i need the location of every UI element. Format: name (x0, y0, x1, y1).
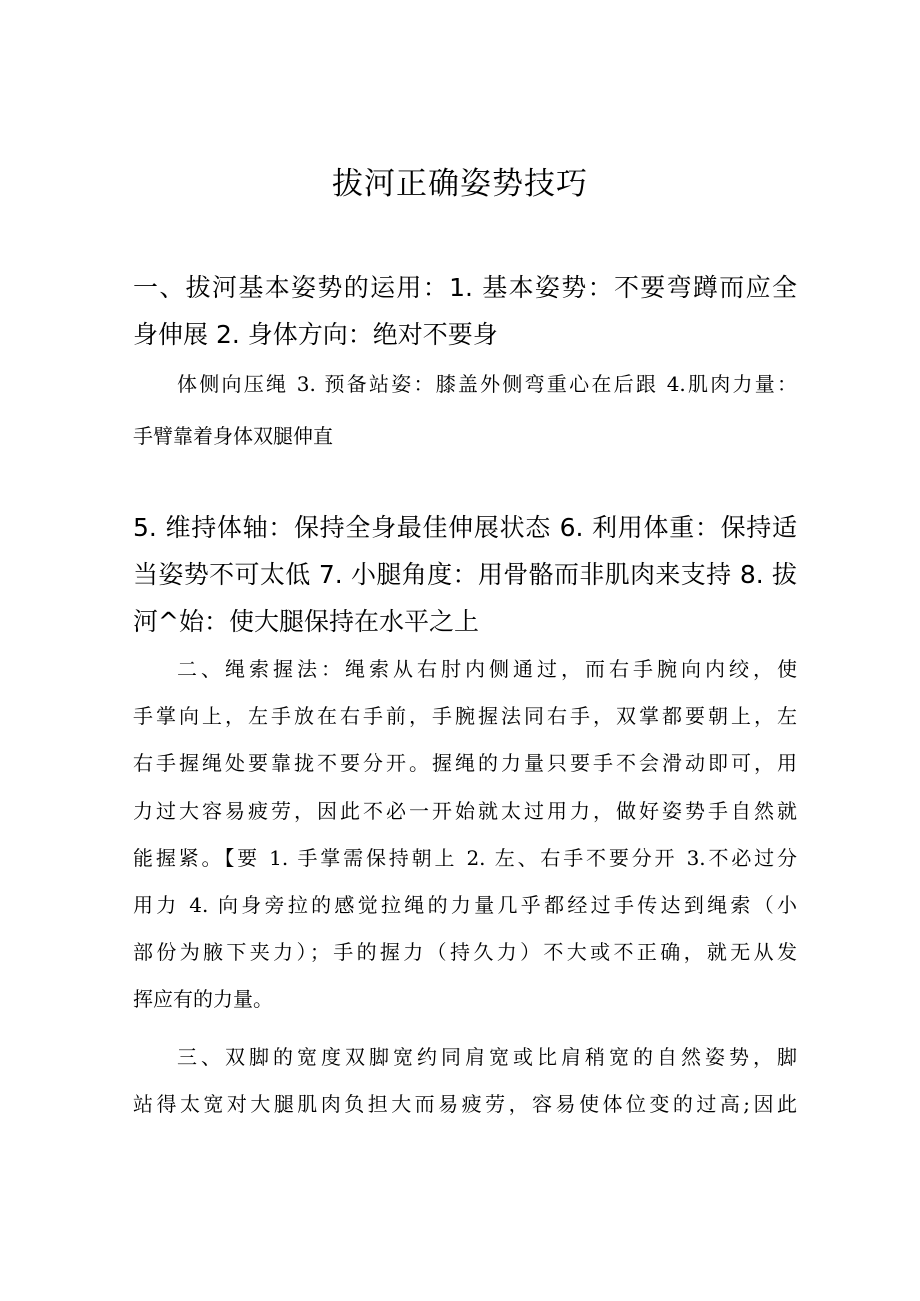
text-line: 手掌向上，左手放在右手前，手腕握法同右手，双掌都要朝上，左 (133, 704, 797, 729)
section-1-heading (133, 264, 797, 358)
text-line: 力过大容易疲劳，因此不必一开始就太过用力，做好姿势手自然就 (133, 798, 797, 823)
text-line: 当姿势不可太低 7. 小腿角度：用骨骼而非肌肉来支持 8. 拔 (133, 560, 797, 589)
text-line: 5. 维持体轴：保持全身最佳伸展状态 6. 利用体重：保持适 (133, 513, 797, 542)
text-line: 身伸展 2. 身体方向：绝对不要身 (133, 320, 498, 349)
text-line: 站得太宽对大腿肌肉负担大而易疲劳，容易使体位变的过高;因此 (133, 1092, 797, 1116)
section-3-foot-width (133, 1034, 797, 1128)
section-1-continued (133, 504, 797, 645)
text-line: 用力 4. 向身旁拉的感觉拉绳的力量几乎都经过手传达到绳索（小 (133, 893, 797, 918)
section-2-rope-grip (133, 646, 797, 1024)
text-line: 体侧向压绳 3. 预备站姿：膝盖外侧弯重心在后跟 4.肌肉力量： (177, 372, 797, 396)
document-title: 拔河正确姿势技巧 (332, 166, 588, 202)
text-line: 一、拔河基本姿势的运用：1. 基本姿势：不要弯蹲而应全 (133, 273, 797, 302)
text-line: 能握紧。【要 1. 手掌需保持朝上 2. 左、右手不要分开 3.不必过分 (133, 845, 797, 870)
text-line: 右手握绳处要靠拢不要分开。握绳的力量只要手不会滑动即可，用 (133, 751, 797, 776)
text-line: 三、双脚的宽度双脚宽约同肩宽或比肩稍宽的自然姿势，脚 (177, 1045, 797, 1069)
text-line: 部份为腋下夹力）；手的握力（持久力）不大或不正确，就无从发 (133, 940, 797, 965)
text-line: 河^始：使大腿保持在水平之上 (133, 607, 479, 636)
text-line: 手臂靠着身体双腿伸直 (133, 424, 333, 448)
text-line: 挥应有的力量。 (133, 987, 273, 1012)
text-line: 二、绳索握法：绳索从右肘内侧通过，而右手腕向内绞，使 (177, 657, 797, 681)
section-1-body (133, 358, 797, 462)
